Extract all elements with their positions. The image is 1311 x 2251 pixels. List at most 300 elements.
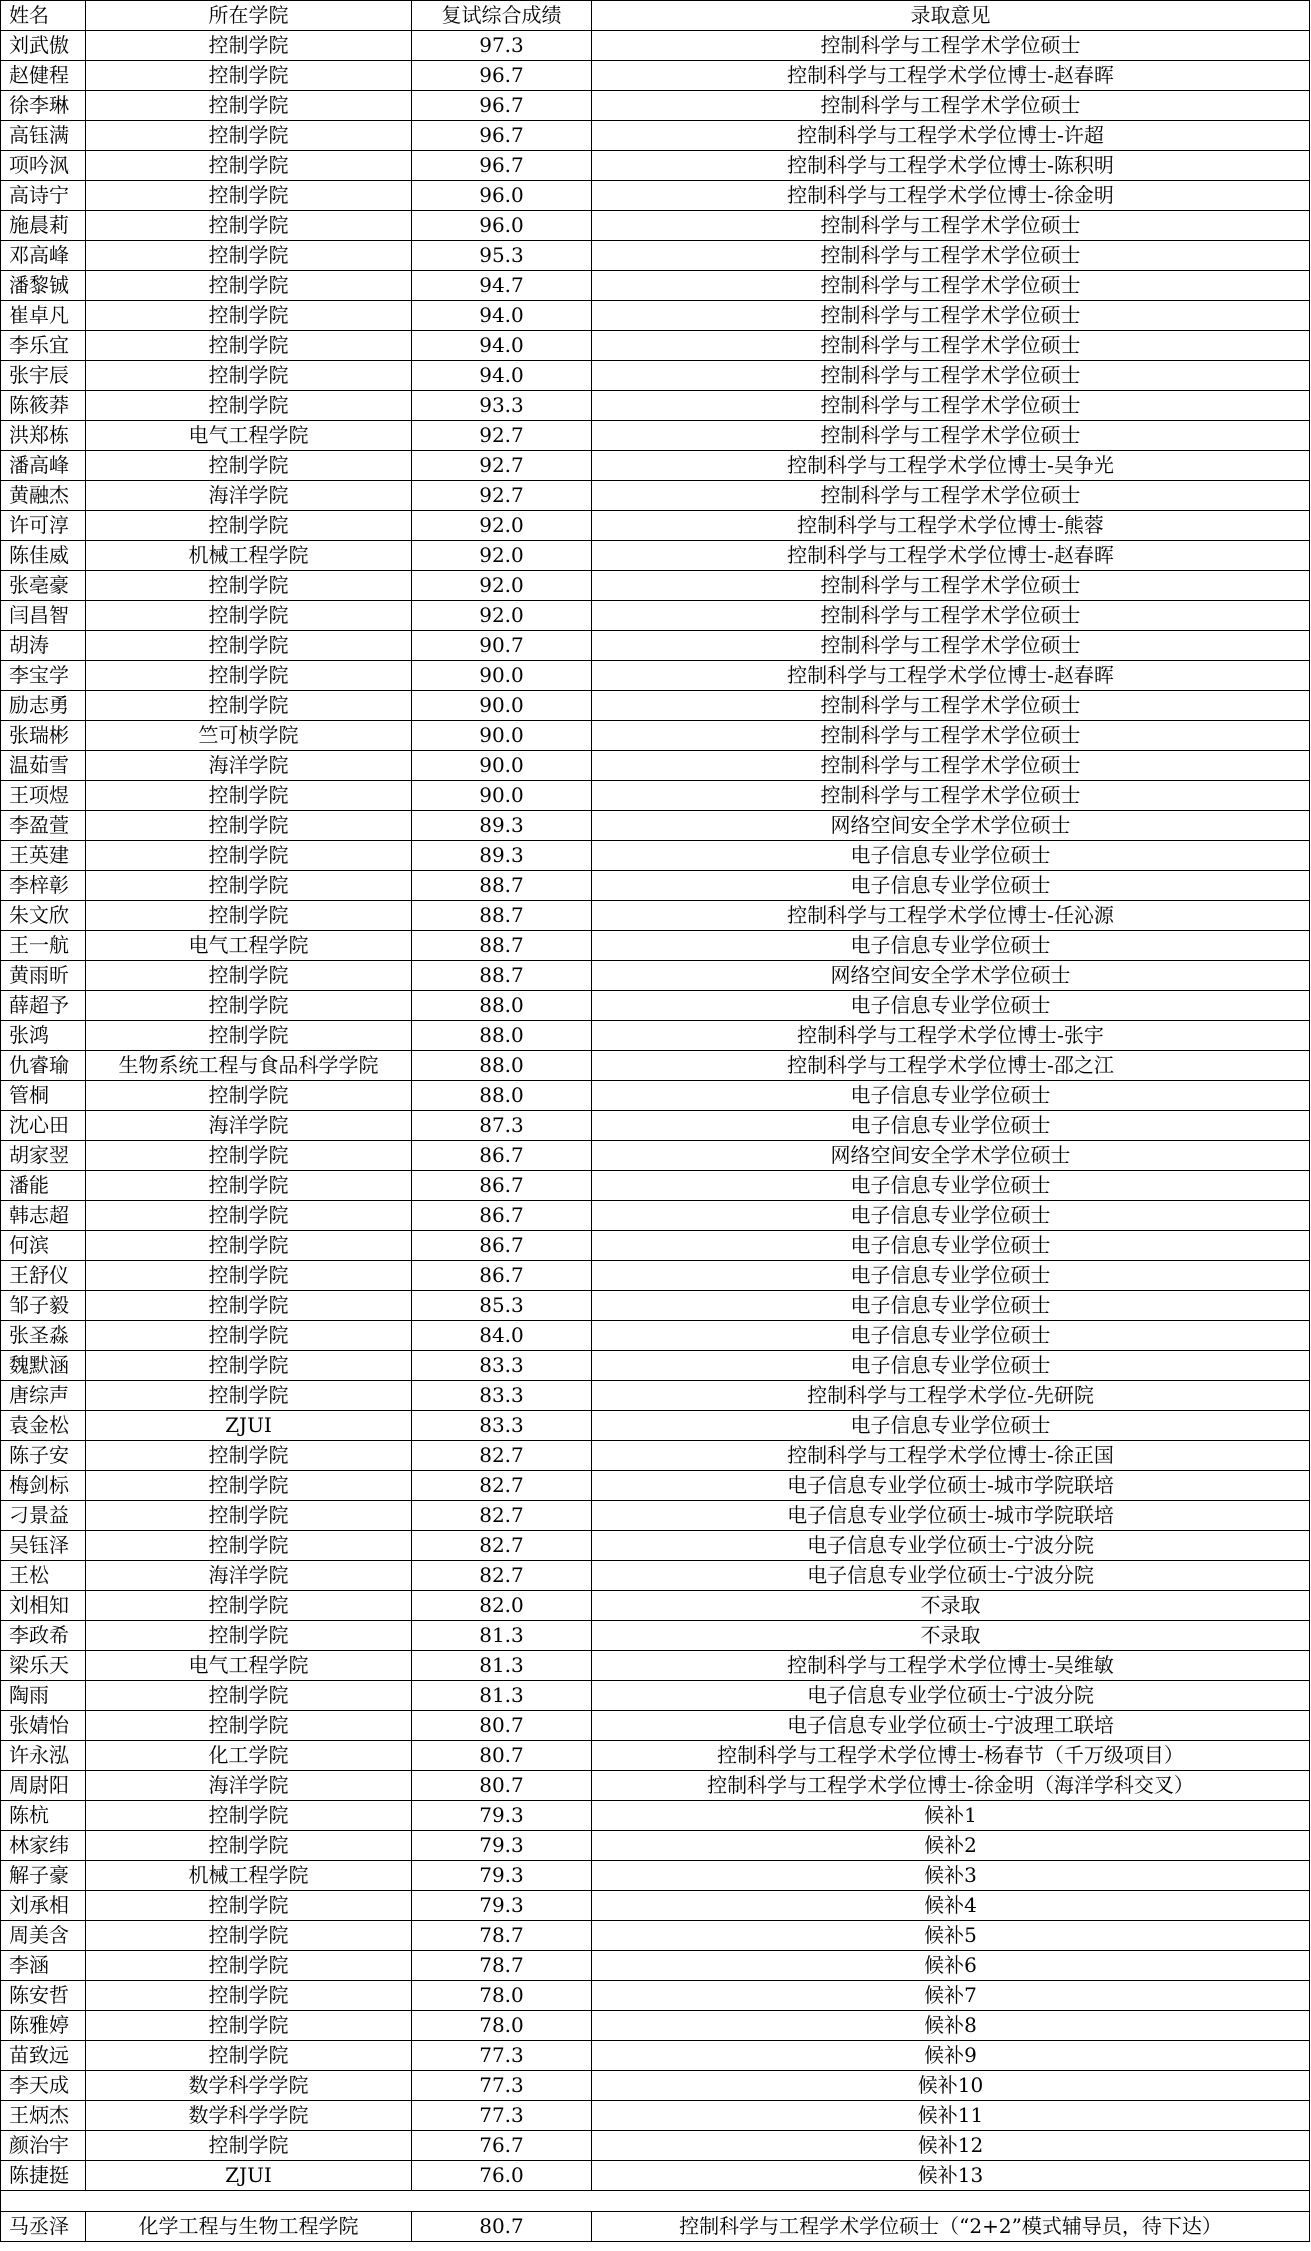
- cell-decision: 候补2: [592, 1831, 1310, 1861]
- table-row: [1, 1051, 1310, 1081]
- spacer-cell: [592, 2191, 1310, 2212]
- cell-decision: 电子信息专业学位硕士: [592, 841, 1310, 871]
- cell-college: 控制学院: [86, 1891, 412, 1921]
- cell-college: 机械工程学院: [86, 541, 412, 571]
- cell-score: 82.7: [412, 1501, 592, 1531]
- cell-decision: 候补5: [592, 1921, 1310, 1951]
- cell-score: 88.7: [412, 961, 592, 991]
- table-row: [1, 1291, 1310, 1321]
- cell-decision: 控制科学与工程学术学位硕士: [592, 331, 1310, 361]
- cell-decision: 控制科学与工程学术学位博士-徐正国: [592, 1441, 1310, 1471]
- table-row: [1, 181, 1310, 211]
- cell-decision: 电子信息专业学位硕士: [592, 1111, 1310, 1141]
- cell-college: 电气工程学院: [86, 931, 412, 961]
- cell-decision: 电子信息专业学位硕士: [592, 1351, 1310, 1381]
- table-row: [1, 1741, 1310, 1771]
- cell-college: 控制学院: [86, 601, 412, 631]
- cell-decision: 电子信息专业学位硕士: [592, 1231, 1310, 1261]
- cell-score: 88.7: [412, 871, 592, 901]
- cell-decision: 网络空间安全学术学位硕士: [592, 811, 1310, 841]
- cell-score: 76.0: [412, 2161, 592, 2191]
- cell-decision: 电子信息专业学位硕士: [592, 1411, 1310, 1441]
- cell-college: 控制学院: [86, 1351, 412, 1381]
- cell-name: 胡家翌: [1, 1141, 86, 1171]
- cell-name: 李乐宜: [1, 331, 86, 361]
- cell-decision: 控制科学与工程学术学位博士-杨春节（千万级项目）: [592, 1741, 1310, 1771]
- cell-name: 陈安哲: [1, 1981, 86, 2011]
- cell-score: 79.3: [412, 1831, 592, 1861]
- cell-score: 90.0: [412, 691, 592, 721]
- cell-name: 李梓彰: [1, 871, 86, 901]
- table-row: [1, 1981, 1310, 2011]
- cell-decision: 控制科学与工程学术学位硕士: [592, 241, 1310, 271]
- cell-college: 控制学院: [86, 1201, 412, 1231]
- cell-decision: 控制科学与工程学术学位博士-陈积明: [592, 151, 1310, 181]
- cell-name: 黄雨昕: [1, 961, 86, 991]
- cell-college: 控制学院: [86, 1591, 412, 1621]
- cell-name: 张瑞彬: [1, 721, 86, 751]
- cell-college: 电气工程学院: [86, 1651, 412, 1681]
- table-row: [1, 1261, 1310, 1291]
- cell-score: 88.7: [412, 901, 592, 931]
- cell-name: 张鸿: [1, 1021, 86, 1051]
- cell-college: 生物系统工程与食品科学学院: [86, 1051, 412, 1081]
- table-row: [1, 721, 1310, 751]
- table-row: [1, 1111, 1310, 1141]
- table-row: [1, 751, 1310, 781]
- cell-decision: 电子信息专业学位硕士-宁波分院: [592, 1561, 1310, 1591]
- cell-score: 92.0: [412, 601, 592, 631]
- cell-score: 96.0: [412, 211, 592, 241]
- cell-college: 海洋学院: [86, 1561, 412, 1591]
- cell-score: 77.3: [412, 2041, 592, 2071]
- cell-score: 92.7: [412, 421, 592, 451]
- table-row: [1, 421, 1310, 451]
- cell-college: 控制学院: [86, 961, 412, 991]
- cell-college: 控制学院: [86, 1141, 412, 1171]
- cell-score: 77.3: [412, 2071, 592, 2101]
- cell-score: 88.0: [412, 1051, 592, 1081]
- table-row: [1, 2071, 1310, 2101]
- cell-score: 81.3: [412, 1681, 592, 1711]
- cell-college: 控制学院: [86, 1501, 412, 1531]
- cell-score: 79.3: [412, 1861, 592, 1891]
- cell-name: 许可淳: [1, 511, 86, 541]
- table-row: [1, 2041, 1310, 2071]
- cell-score: 78.0: [412, 2011, 592, 2041]
- cell-decision: 电子信息专业学位硕士: [592, 1081, 1310, 1111]
- cell-decision: 电子信息专业学位硕士-宁波理工联培: [592, 1711, 1310, 1741]
- cell-score: 83.3: [412, 1351, 592, 1381]
- table-row: [1, 211, 1310, 241]
- cell-college: 控制学院: [86, 241, 412, 271]
- table-row: [1, 961, 1310, 991]
- cell-score: 78.0: [412, 1981, 592, 2011]
- cell-name: 潘能: [1, 1171, 86, 1201]
- table-row: [1, 1441, 1310, 1471]
- cell-name: 洪郑栋: [1, 421, 86, 451]
- cell-score: 86.7: [412, 1201, 592, 1231]
- cell-college: 化工学院: [86, 1741, 412, 1771]
- cell-college: 控制学院: [86, 61, 412, 91]
- cell-decision: 控制科学与工程学术学位硕士: [592, 31, 1310, 61]
- cell-decision: 控制科学与工程学术学位博士-赵春晖: [592, 541, 1310, 571]
- cell-name: 朱文欣: [1, 901, 86, 931]
- cell-score: 79.3: [412, 1891, 592, 1921]
- cell-score: 78.7: [412, 1921, 592, 1951]
- table-row: [1, 31, 1310, 61]
- cell-decision: 候补1: [592, 1801, 1310, 1831]
- table-row: [1, 1861, 1310, 1891]
- cell-college: 竺可桢学院: [86, 721, 412, 751]
- table-row: [1, 91, 1310, 121]
- cell-decision: 控制科学与工程学术学位博士-赵春晖: [592, 61, 1310, 91]
- cell-score: 92.0: [412, 571, 592, 601]
- table-row: [1, 631, 1310, 661]
- cell-name: 张宇辰: [1, 361, 86, 391]
- cell-college: 控制学院: [86, 811, 412, 841]
- cell-decision: 控制科学与工程学术学位博士-许超: [592, 121, 1310, 151]
- cell-name: 陈捷挺: [1, 2161, 86, 2191]
- cell-college: 控制学院: [86, 1831, 412, 1861]
- table-row: [1, 841, 1310, 871]
- cell-college: 控制学院: [86, 631, 412, 661]
- cell-decision: 控制科学与工程学术学位博士-徐金明: [592, 181, 1310, 211]
- cell-score: 96.7: [412, 91, 592, 121]
- cell-score: 82.7: [412, 1531, 592, 1561]
- cell-name: 管桐: [1, 1081, 86, 1111]
- cell-decision: 控制科学与工程学术学位-先研院: [592, 1381, 1310, 1411]
- cell-college: ZJUI: [86, 1411, 412, 1441]
- cell-decision: 电子信息专业学位硕士-宁波分院: [592, 1531, 1310, 1561]
- table-row: [1, 151, 1310, 181]
- cell-decision: 控制科学与工程学术学位博士-吴维敏: [592, 1651, 1310, 1681]
- cell-college: 控制学院: [86, 121, 412, 151]
- cell-college: 控制学院: [86, 1021, 412, 1051]
- cell-score: 92.7: [412, 481, 592, 511]
- cell-college: 控制学院: [86, 451, 412, 481]
- cell-name: 魏默涵: [1, 1351, 86, 1381]
- cell-college: 控制学院: [86, 661, 412, 691]
- cell-score: 85.3: [412, 1291, 592, 1321]
- cell-name: 王项煜: [1, 781, 86, 811]
- table-row: [1, 2161, 1310, 2191]
- table-row: [1, 2011, 1310, 2041]
- cell-score: 82.7: [412, 1471, 592, 1501]
- cell-college: 控制学院: [86, 1801, 412, 1831]
- table-row: [1, 1411, 1310, 1441]
- table-row: [1, 991, 1310, 1021]
- cell-decision: 控制科学与工程学术学位硕士: [592, 481, 1310, 511]
- cell-college: 控制学院: [86, 211, 412, 241]
- cell-decision: 控制科学与工程学术学位博士-赵春晖: [592, 661, 1310, 691]
- cell-score: 84.0: [412, 1321, 592, 1351]
- cell-college: 控制学院: [86, 2041, 412, 2071]
- cell-decision: 控制科学与工程学术学位硕士: [592, 631, 1310, 661]
- cell-name: 陈杭: [1, 1801, 86, 1831]
- cell-college: 海洋学院: [86, 751, 412, 781]
- footer-decision: 控制科学与工程学术学位硕士（“2+2”模式辅导员，待下达）: [592, 2212, 1310, 2242]
- cell-college: 控制学院: [86, 1291, 412, 1321]
- header-score: 复试综合成绩: [412, 1, 592, 31]
- table-row: [1, 241, 1310, 271]
- cell-score: 94.0: [412, 361, 592, 391]
- cell-score: 88.0: [412, 1021, 592, 1051]
- cell-college: 控制学院: [86, 781, 412, 811]
- cell-college: 控制学院: [86, 1621, 412, 1651]
- cell-name: 张圣淼: [1, 1321, 86, 1351]
- cell-name: 梁乐天: [1, 1651, 86, 1681]
- table-row: [1, 871, 1310, 901]
- cell-college: 控制学院: [86, 391, 412, 421]
- cell-name: 李天成: [1, 2071, 86, 2101]
- cell-score: 90.0: [412, 661, 592, 691]
- cell-college: 控制学院: [86, 841, 412, 871]
- cell-name: 陈雅婷: [1, 2011, 86, 2041]
- cell-college: 控制学院: [86, 1951, 412, 1981]
- cell-name: 李宝学: [1, 661, 86, 691]
- cell-decision: 候补9: [592, 2041, 1310, 2071]
- cell-name: 高诗宁: [1, 181, 86, 211]
- cell-name: 刘武傲: [1, 31, 86, 61]
- cell-college: ZJUI: [86, 2161, 412, 2191]
- table-row: [1, 1831, 1310, 1861]
- cell-name: 陈子安: [1, 1441, 86, 1471]
- cell-decision: 候补7: [592, 1981, 1310, 2011]
- cell-college: 控制学院: [86, 991, 412, 1021]
- cell-score: 86.7: [412, 1141, 592, 1171]
- cell-decision: 控制科学与工程学术学位硕士: [592, 211, 1310, 241]
- cell-college: 数学科学学院: [86, 2101, 412, 2131]
- cell-name: 高钰满: [1, 121, 86, 151]
- cell-decision: 控制科学与工程学术学位硕士: [592, 91, 1310, 121]
- cell-name: 仇睿瑜: [1, 1051, 86, 1081]
- cell-decision: 控制科学与工程学术学位硕士: [592, 271, 1310, 301]
- cell-score: 77.3: [412, 2101, 592, 2131]
- cell-decision: 控制科学与工程学术学位硕士: [592, 301, 1310, 331]
- cell-decision: 电子信息专业学位硕士: [592, 1261, 1310, 1291]
- cell-college: 控制学院: [86, 331, 412, 361]
- cell-score: 96.7: [412, 61, 592, 91]
- table-row: [1, 1561, 1310, 1591]
- table-row: [1, 1381, 1310, 1411]
- cell-decision: 电子信息专业学位硕士: [592, 871, 1310, 901]
- cell-decision: 候补4: [592, 1891, 1310, 1921]
- cell-decision: 控制科学与工程学术学位硕士: [592, 361, 1310, 391]
- cell-name: 许永泓: [1, 1741, 86, 1771]
- cell-name: 李盈萱: [1, 811, 86, 841]
- cell-name: 邓高峰: [1, 241, 86, 271]
- cell-name: 胡涛: [1, 631, 86, 661]
- cell-decision: 控制科学与工程学术学位硕士: [592, 421, 1310, 451]
- cell-college: 控制学院: [86, 1981, 412, 2011]
- cell-name: 吴钰泽: [1, 1531, 86, 1561]
- cell-name: 刘承相: [1, 1891, 86, 1921]
- cell-college: 控制学院: [86, 301, 412, 331]
- cell-college: 控制学院: [86, 31, 412, 61]
- cell-decision: 控制科学与工程学术学位博士-徐金明（海洋学科交叉）: [592, 1771, 1310, 1801]
- table-row: [1, 1531, 1310, 1561]
- cell-score: 94.0: [412, 301, 592, 331]
- table-row: [1, 1951, 1310, 1981]
- cell-decision: 候补13: [592, 2161, 1310, 2191]
- cell-name: 刁景益: [1, 1501, 86, 1531]
- cell-college: 电气工程学院: [86, 421, 412, 451]
- cell-score: 82.0: [412, 1591, 592, 1621]
- cell-decision: 电子信息专业学位硕士-城市学院联培: [592, 1471, 1310, 1501]
- cell-name: 陈筱莽: [1, 391, 86, 421]
- cell-college: 控制学院: [86, 1531, 412, 1561]
- table-row: [1, 481, 1310, 511]
- cell-name: 王炳杰: [1, 2101, 86, 2131]
- cell-college: 控制学院: [86, 1231, 412, 1261]
- cell-decision: 电子信息专业学位硕士-宁波分院: [592, 1681, 1310, 1711]
- spacer-cell: [412, 2191, 592, 2212]
- cell-name: 陈佳威: [1, 541, 86, 571]
- cell-score: 80.7: [412, 1741, 592, 1771]
- cell-college: 控制学院: [86, 511, 412, 541]
- cell-score: 88.7: [412, 931, 592, 961]
- footer-score: 80.7: [412, 2212, 592, 2242]
- table-row: [1, 1501, 1310, 1531]
- cell-decision: 不录取: [592, 1621, 1310, 1651]
- cell-college: 控制学院: [86, 1171, 412, 1201]
- cell-decision: 候补12: [592, 2131, 1310, 2161]
- table-row: [1, 781, 1310, 811]
- cell-score: 96.7: [412, 121, 592, 151]
- cell-score: 82.7: [412, 1561, 592, 1591]
- cell-name: 陶雨: [1, 1681, 86, 1711]
- cell-decision: 控制科学与工程学术学位博士-邵之江: [592, 1051, 1310, 1081]
- cell-name: 崔卓凡: [1, 301, 86, 331]
- cell-college: 控制学院: [86, 2131, 412, 2161]
- cell-college: 控制学院: [86, 151, 412, 181]
- cell-college: 控制学院: [86, 1681, 412, 1711]
- cell-decision: 候补6: [592, 1951, 1310, 1981]
- spacer-row: [1, 2191, 1310, 2212]
- table-row: [1, 811, 1310, 841]
- cell-name: 周尉阳: [1, 1771, 86, 1801]
- cell-decision: 电子信息专业学位硕士-城市学院联培: [592, 1501, 1310, 1531]
- table-row: [1, 601, 1310, 631]
- table-row: [1, 1711, 1310, 1741]
- cell-name: 张婧怡: [1, 1711, 86, 1741]
- cell-decision: 控制科学与工程学术学位硕士: [592, 571, 1310, 601]
- cell-score: 86.7: [412, 1171, 592, 1201]
- cell-college: 控制学院: [86, 1921, 412, 1951]
- cell-college: 控制学院: [86, 1321, 412, 1351]
- cell-name: 梅剑标: [1, 1471, 86, 1501]
- table-row: [1, 541, 1310, 571]
- table-row: [1, 511, 1310, 541]
- table-row: [1, 931, 1310, 961]
- cell-college: 控制学院: [86, 1441, 412, 1471]
- cell-score: 86.7: [412, 1231, 592, 1261]
- table-row: [1, 271, 1310, 301]
- cell-college: 数学科学学院: [86, 2071, 412, 2101]
- table-row: [1, 121, 1310, 151]
- cell-college: 机械工程学院: [86, 1861, 412, 1891]
- table-row: [1, 901, 1310, 931]
- cell-decision: 控制科学与工程学术学位博士-吴争光: [592, 451, 1310, 481]
- cell-decision: 电子信息专业学位硕士: [592, 991, 1310, 1021]
- cell-college: 控制学院: [86, 1471, 412, 1501]
- cell-name: 沈心田: [1, 1111, 86, 1141]
- cell-score: 93.3: [412, 391, 592, 421]
- cell-college: 控制学院: [86, 271, 412, 301]
- cell-name: 薛超予: [1, 991, 86, 1021]
- cell-score: 90.0: [412, 721, 592, 751]
- cell-name: 潘黎铖: [1, 271, 86, 301]
- table-row: [1, 1171, 1310, 1201]
- cell-score: 89.3: [412, 841, 592, 871]
- table-row: [1, 2101, 1310, 2131]
- table-row: [1, 1591, 1310, 1621]
- cell-decision: 电子信息专业学位硕士: [592, 931, 1310, 961]
- cell-name: 闫昌智: [1, 601, 86, 631]
- cell-name: 李涵: [1, 1951, 86, 1981]
- cell-decision: 控制科学与工程学术学位硕士: [592, 721, 1310, 751]
- cell-score: 94.7: [412, 271, 592, 301]
- cell-decision: 控制科学与工程学术学位硕士: [592, 601, 1310, 631]
- cell-name: 李政希: [1, 1621, 86, 1651]
- table-row: [1, 691, 1310, 721]
- cell-college: 控制学院: [86, 1381, 412, 1411]
- cell-score: 82.7: [412, 1441, 592, 1471]
- cell-college: 控制学院: [86, 901, 412, 931]
- cell-score: 83.3: [412, 1411, 592, 1441]
- cell-name: 苗致远: [1, 2041, 86, 2071]
- table-row: [1, 1321, 1310, 1351]
- cell-score: 81.3: [412, 1651, 592, 1681]
- cell-name: 解子豪: [1, 1861, 86, 1891]
- cell-decision: 控制科学与工程学术学位博士-熊蓉: [592, 511, 1310, 541]
- cell-decision: 网络空间安全学术学位硕士: [592, 961, 1310, 991]
- cell-decision: 电子信息专业学位硕士: [592, 1201, 1310, 1231]
- cell-score: 83.3: [412, 1381, 592, 1411]
- cell-decision: 电子信息专业学位硕士: [592, 1171, 1310, 1201]
- cell-score: 78.7: [412, 1951, 592, 1981]
- cell-college: 控制学院: [86, 1261, 412, 1291]
- table-row: [1, 451, 1310, 481]
- cell-decision: 控制科学与工程学术学位硕士: [592, 691, 1310, 721]
- table-row: [1, 1351, 1310, 1381]
- header-college: 所在学院: [86, 1, 412, 31]
- footer-college: 化学工程与生物工程学院: [86, 2212, 412, 2242]
- cell-decision: 不录取: [592, 1591, 1310, 1621]
- cell-college: 控制学院: [86, 361, 412, 391]
- table-row: [1, 2131, 1310, 2161]
- cell-score: 88.0: [412, 1081, 592, 1111]
- table-row: [1, 1081, 1310, 1111]
- cell-decision: 控制科学与工程学术学位硕士: [592, 751, 1310, 781]
- cell-score: 81.3: [412, 1621, 592, 1651]
- cell-name: 周美含: [1, 1921, 86, 1951]
- table-row: [1, 301, 1310, 331]
- table-row: [1, 1621, 1310, 1651]
- table-row: [1, 661, 1310, 691]
- header-decision: 录取意见: [592, 1, 1310, 31]
- cell-score: 90.0: [412, 751, 592, 781]
- cell-name: 韩志超: [1, 1201, 86, 1231]
- table-row: [1, 1771, 1310, 1801]
- cell-decision: 控制科学与工程学术学位硕士: [592, 781, 1310, 811]
- table-row: [1, 361, 1310, 391]
- cell-score: 90.7: [412, 631, 592, 661]
- cell-name: 唐综声: [1, 1381, 86, 1411]
- cell-name: 王英建: [1, 841, 86, 871]
- cell-decision: 候补8: [592, 2011, 1310, 2041]
